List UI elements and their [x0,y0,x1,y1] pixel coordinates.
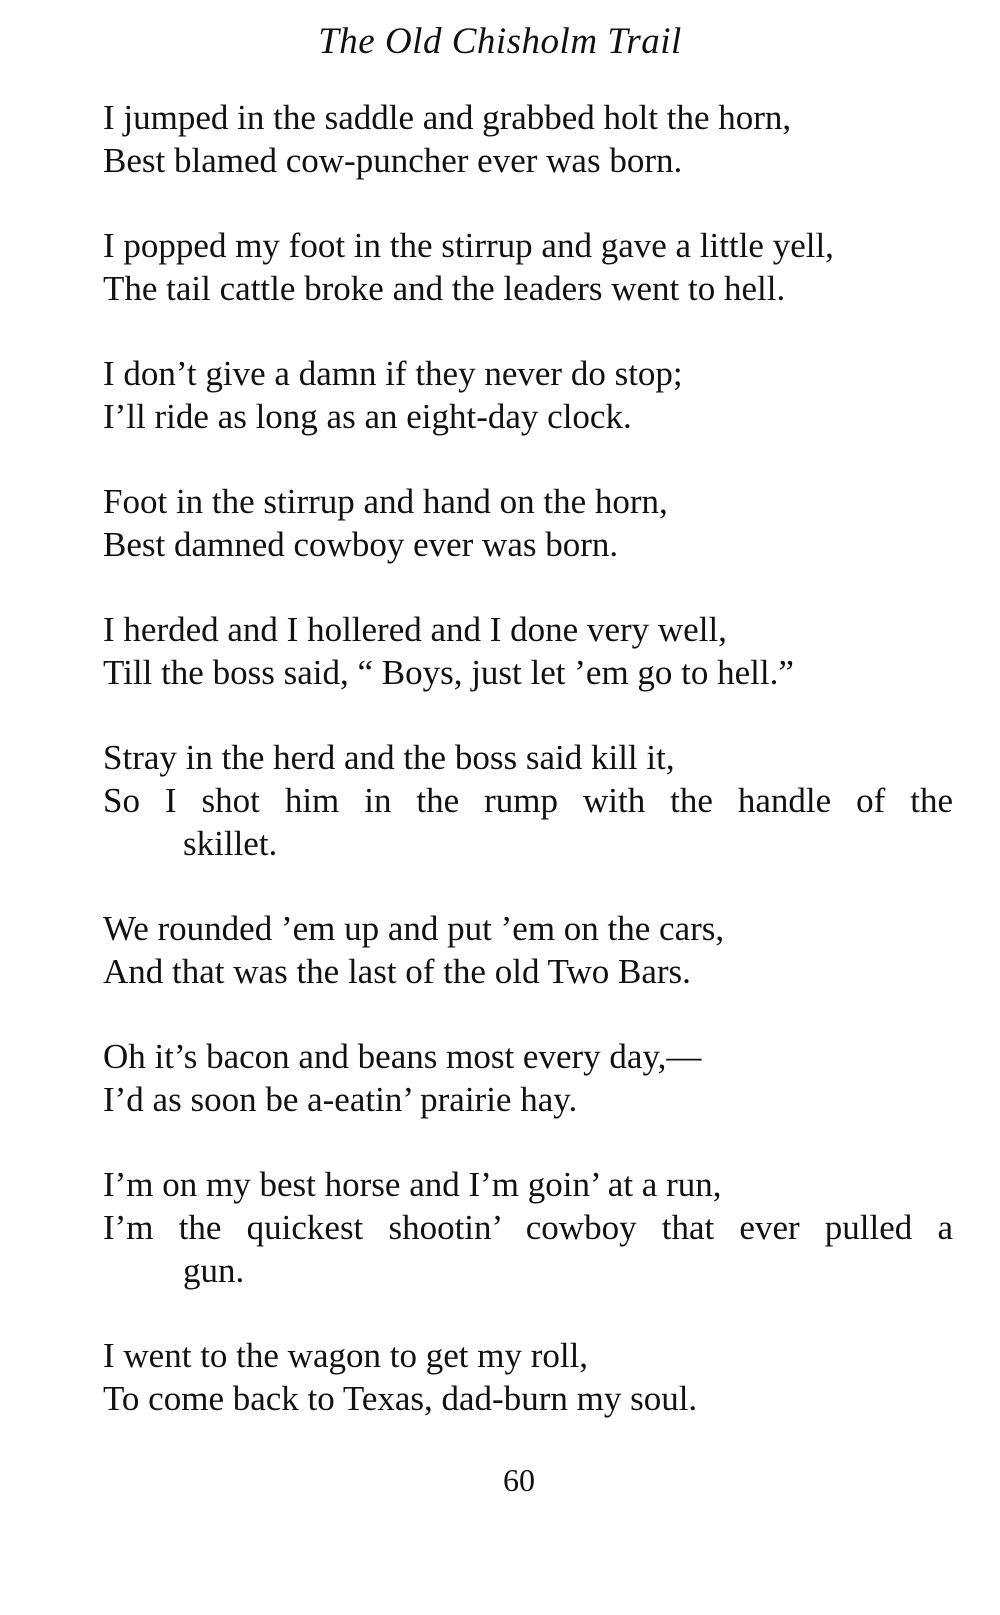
stanza [103,1035,953,1121]
poem-line: To come back to Texas, dad-burn my soul. [103,1379,698,1418]
stanza [103,96,953,182]
poem-line: We rounded ’em up and put ’em on the cars, [103,909,725,948]
poem-line: Oh it’s bacon and beans most every day,— [103,1037,702,1076]
poem-line: The tail cattle broke and the leaders went to hell. [103,269,786,308]
poem-line: Foot in the stirrup and hand on the horn, [103,482,668,521]
stanza [103,224,953,310]
poem-line: I popped my foot in the stirrup and gave a little yell, [103,226,834,265]
running-head: The Old Chisholm Trail [318,21,682,62]
poem-line: I’m on my best horse and I’m goin’ at a run, [103,1165,722,1204]
poem-line: I went to the wagon to get my roll, [103,1336,589,1375]
poem-line: Best damned cowboy ever was born. [103,525,619,564]
poem-line: I’ll ride as long as an eight-day clock. [103,397,632,436]
page-number: 60 [503,1462,535,1498]
poem-line: Till the boss said, “ Boys, just let ’em go to hell.” [103,653,794,692]
stanza [103,907,953,993]
poem-line: I herded and I hollered and I done very well, [103,610,727,649]
poem-line: I’d as soon be a-eatin’ prairie hay. [103,1080,578,1119]
stanza [103,480,953,566]
stanza [103,608,953,694]
poem-line: I don’t give a damn if they never do stop; [103,354,683,393]
stanza [103,736,953,865]
poem-body [103,96,953,1462]
poem-line-continuation: skillet. [183,824,278,863]
poem-line: And that was the last of the old Two Bars. [103,952,691,991]
stanza [103,352,953,438]
poem-line: Stray in the herd and the boss said kill it, [103,738,675,777]
poem-line: So I shot him in the rump with the handle of the [103,781,953,820]
poem-line: Best blamed cow-puncher ever was born. [103,141,683,180]
stanza [103,1163,953,1292]
poem-line: I jumped in the saddle and grabbed holt the horn, [103,98,792,137]
poem-line: I’m the quickest shootin’ cowboy that ever pulled a [103,1208,953,1247]
poem-line-continuation: gun. [183,1251,245,1290]
stanza [103,1334,953,1420]
